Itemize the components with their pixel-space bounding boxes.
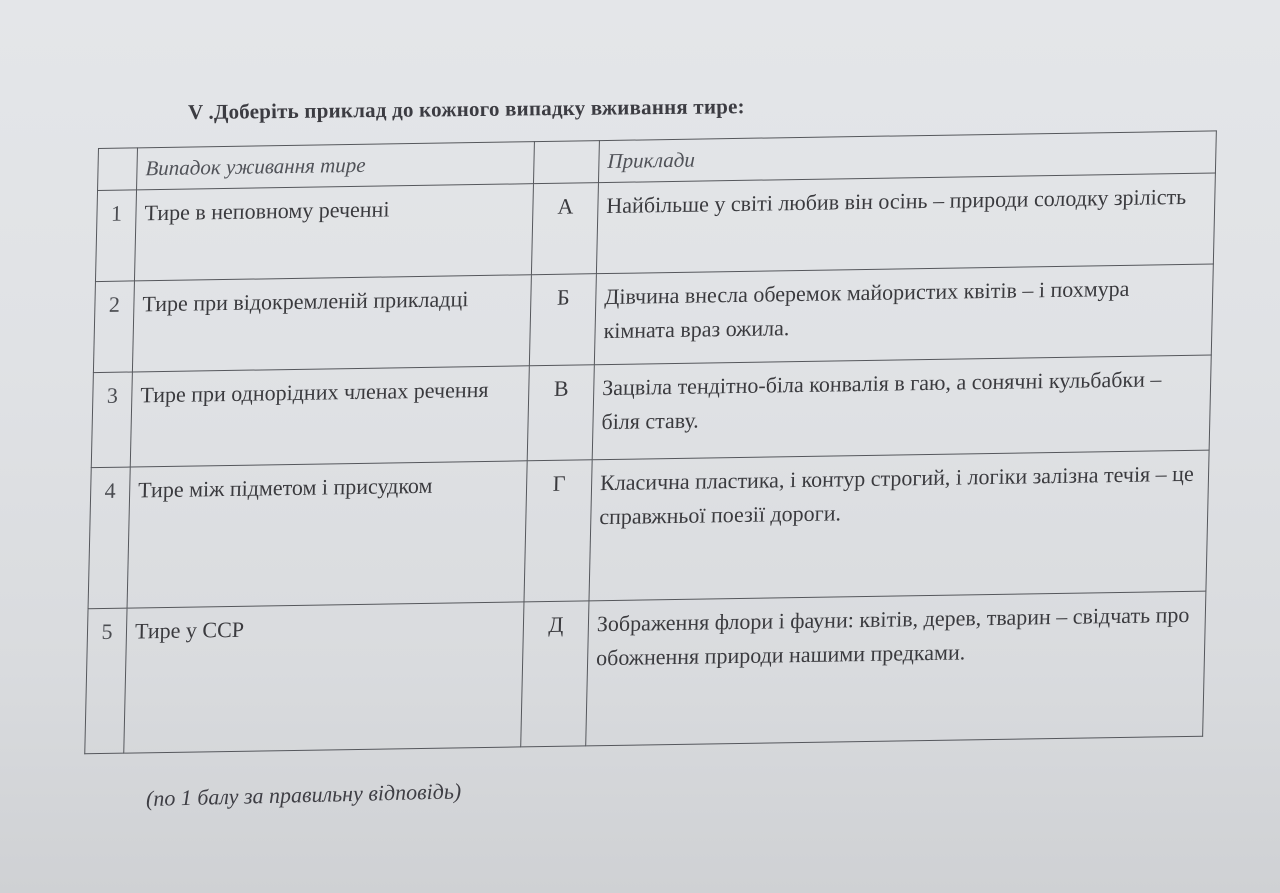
letter-cell: А: [531, 182, 598, 274]
letter-cell: Б: [529, 273, 596, 365]
row-number: 2: [93, 280, 134, 372]
letter-cell: В: [527, 364, 594, 460]
table-row: [85, 591, 1206, 754]
example-cell: Дівчина внесла оберемок майористих квітів – і похмура кімната враз ожила.: [594, 264, 1213, 365]
header-case-cell: Випадок уживання тире: [137, 142, 535, 190]
task-heading: V .Доберіть приклад до кожного випадку вживання тире:: [187, 94, 745, 124]
table-row: [91, 355, 1211, 468]
table-row: [95, 172, 1215, 281]
case-cell: Тире при відокремленій прикладці: [132, 274, 531, 371]
letter-cell: Д: [521, 600, 589, 746]
case-cell: Тире у ССР: [124, 601, 524, 752]
row-number: 3: [91, 372, 132, 468]
header-examples-cell: Приклади: [598, 131, 1216, 182]
row-number: 1: [95, 189, 136, 281]
header-letter-cell: [533, 141, 599, 184]
example-cell: Зображення флори і фауни: квітів, дерев, тварин – свідчать про обожнення природи нашими предками.: [586, 591, 1206, 746]
letter-cell: Г: [524, 459, 592, 601]
header-num-cell: [98, 148, 138, 190]
table-row: [93, 264, 1213, 373]
example-cell: Зацвіла тендітно-біла конвалія в гаю, а сонячні кульбабки – біля ставу.: [592, 355, 1211, 460]
scoring-note: (по 1 балу за правильну відповідь): [145, 778, 462, 811]
example-cell: Класична пластика, і контур строгий, і логіки залізна течія – це справжньої поезії дороги.: [589, 450, 1209, 601]
case-cell: Тире в неповному реченні: [134, 183, 533, 280]
case-cell: Тире при однорідних членах речення: [130, 365, 529, 466]
row-number: 5: [85, 608, 127, 754]
table-row: [88, 450, 1209, 609]
row-number: 4: [88, 467, 130, 609]
example-cell: Найбільше у світі любив він осінь – природи солодку зрілість: [596, 172, 1215, 273]
matching-table: [84, 130, 1217, 753]
case-cell: Тире між підметом і присудком: [127, 460, 527, 607]
